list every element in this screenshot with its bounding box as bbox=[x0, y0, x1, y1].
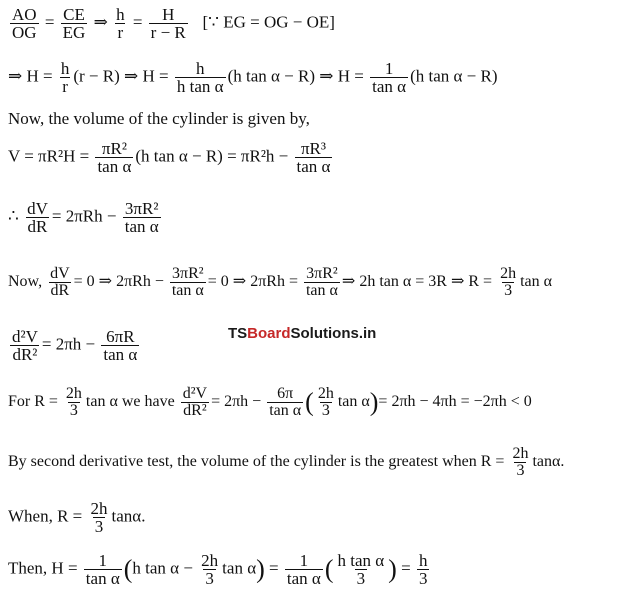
denominator: tan α bbox=[97, 157, 132, 176]
denominator: OG bbox=[12, 23, 37, 42]
denominator: tan α bbox=[269, 402, 302, 419]
expr-text: For R = bbox=[8, 393, 58, 411]
paren-close: ) bbox=[256, 554, 265, 584]
fraction bbox=[199, 552, 220, 587]
numerator: 2h bbox=[317, 385, 334, 402]
fraction bbox=[304, 266, 340, 299]
numerator: 2h bbox=[500, 265, 517, 282]
numerator: πR³ bbox=[300, 139, 326, 158]
therefore-symbol: ∴ bbox=[8, 206, 19, 226]
expr-text: tan α we have bbox=[85, 393, 175, 411]
denominator: dR bbox=[50, 282, 70, 299]
numerator: H bbox=[162, 5, 175, 24]
watermark-part: TS bbox=[228, 325, 248, 342]
denominator: dR² bbox=[183, 402, 207, 419]
paren-open: ( bbox=[305, 387, 314, 417]
denominator: dR bbox=[27, 217, 48, 236]
expr-text: V = πR²H = bbox=[8, 146, 90, 166]
fraction bbox=[123, 200, 161, 235]
equation-line-9 bbox=[8, 446, 564, 479]
equation-line-2 bbox=[8, 60, 498, 95]
expr-text: ⇒ H = bbox=[8, 66, 53, 86]
expr-text: (h tan α − R) ⇒ H = bbox=[227, 66, 364, 86]
denominator: tan α bbox=[286, 569, 321, 588]
expr-text: tan α bbox=[337, 393, 370, 411]
denominator: 3 bbox=[516, 462, 525, 479]
fraction bbox=[48, 266, 72, 299]
fraction bbox=[181, 386, 209, 419]
fraction bbox=[498, 266, 518, 299]
paren-open: ( bbox=[123, 554, 133, 584]
equation-line-10 bbox=[8, 500, 145, 535]
denominator: tan α bbox=[296, 157, 331, 176]
numerator: 2h bbox=[512, 445, 529, 462]
watermark-part: Board bbox=[247, 325, 291, 342]
fraction bbox=[10, 328, 40, 363]
equation-line-4 bbox=[8, 140, 334, 175]
denominator: tan α bbox=[103, 345, 138, 364]
fraction bbox=[64, 386, 84, 419]
expr-text: = 2πRh − bbox=[51, 206, 117, 226]
expr-text: = 2πh − 4πh = −2πh < 0 bbox=[378, 393, 532, 411]
expr-text: tan α bbox=[520, 273, 552, 291]
numerator: 1 bbox=[299, 551, 309, 570]
expr-text: Now, bbox=[8, 273, 43, 291]
paren-close: ) bbox=[369, 387, 379, 417]
numerator: 2h bbox=[201, 551, 219, 570]
equation-line-5 bbox=[8, 200, 163, 235]
paren-open: ( bbox=[324, 554, 334, 584]
numerator: CE bbox=[63, 5, 85, 24]
expr-text: h tan α − bbox=[132, 558, 193, 578]
fraction bbox=[335, 552, 386, 587]
denominator: dR² bbox=[12, 345, 38, 364]
denominator: tan α bbox=[305, 282, 338, 299]
denominator: tan α bbox=[85, 569, 120, 588]
expr-text: = bbox=[269, 558, 279, 578]
equation-line-1: $\frac{AO}{OG}$ = $\frac{CE}{EG}$ ⇒ $\frac{h}{r}$ = $\frac{H}{r - R}$ [∵ EG = OG − OE] bbox=[12, 5, 335, 42]
fraction bbox=[285, 552, 323, 587]
numerator: 3πR² bbox=[172, 265, 204, 282]
fraction-ce-eg bbox=[61, 6, 88, 41]
fraction-ao-og bbox=[10, 6, 39, 41]
fraction bbox=[316, 386, 336, 419]
denominator: 3 bbox=[94, 517, 104, 536]
expr-text: (h tan α − R) = πR²h − bbox=[135, 146, 289, 166]
denominator: tan α bbox=[372, 77, 407, 96]
numerator: 2h bbox=[65, 385, 82, 402]
fraction bbox=[295, 140, 333, 175]
numerator: 6πR bbox=[106, 327, 135, 346]
numerator: 3πR² bbox=[124, 199, 159, 218]
fraction bbox=[175, 60, 226, 95]
numerator: 1 bbox=[98, 551, 108, 570]
numerator: d²V bbox=[182, 385, 208, 402]
numerator: dV bbox=[27, 199, 48, 218]
expr-text: tanα. bbox=[532, 453, 565, 471]
numerator: 3πR² bbox=[306, 265, 338, 282]
expr-text: = 0 ⇒ 2πRh − bbox=[73, 273, 164, 291]
fraction bbox=[267, 386, 303, 419]
denominator: 3 bbox=[321, 402, 330, 419]
numerator: 6π bbox=[277, 385, 294, 402]
fraction bbox=[101, 328, 139, 363]
watermark-logo bbox=[228, 325, 376, 342]
fraction bbox=[370, 60, 408, 95]
denominator: 3 bbox=[205, 569, 214, 588]
numerator: h bbox=[418, 551, 428, 570]
because-note: [∵ EG = OG − OE] bbox=[202, 12, 335, 32]
numerator: 1 bbox=[384, 59, 394, 78]
numerator: h bbox=[60, 59, 70, 78]
fraction bbox=[170, 266, 206, 299]
expr-text: = 2πh − bbox=[41, 334, 96, 354]
denominator: r bbox=[62, 77, 68, 96]
expr-text: = 2πh − bbox=[211, 393, 262, 411]
numerator: AO bbox=[12, 5, 37, 24]
equation-line-6 bbox=[8, 266, 552, 299]
denominator: 3 bbox=[418, 569, 428, 588]
fraction bbox=[417, 552, 430, 587]
fraction bbox=[95, 140, 133, 175]
numerator: πR² bbox=[101, 139, 127, 158]
denominator: EG bbox=[62, 23, 86, 42]
fraction bbox=[59, 60, 72, 95]
expr-text: (r − R) ⇒ H = bbox=[73, 66, 169, 86]
fraction-h-r bbox=[114, 6, 127, 41]
fraction bbox=[84, 552, 122, 587]
denominator: 3 bbox=[504, 282, 513, 299]
expr-text: tan α bbox=[222, 558, 257, 578]
expr-text: Then, H = bbox=[8, 558, 78, 578]
fraction-H-rR bbox=[149, 6, 188, 41]
expr-text: = 0 ⇒ 2πRh = bbox=[207, 273, 298, 291]
numerator: 2h bbox=[90, 499, 108, 518]
numerator: d²V bbox=[12, 327, 38, 346]
numerator: h bbox=[195, 59, 205, 78]
text-line-3: Now, the volume of the cylinder is given by, bbox=[8, 109, 310, 128]
expr-text: When, R = bbox=[8, 506, 83, 526]
denominator: 3 bbox=[356, 569, 366, 588]
equation-line-7 bbox=[8, 328, 141, 363]
fraction bbox=[25, 200, 50, 235]
numerator: h tan α bbox=[337, 551, 385, 570]
paren-close: ) bbox=[388, 554, 397, 584]
numerator: h bbox=[116, 5, 125, 24]
expr-text: (h tan α − R) bbox=[410, 66, 498, 86]
expr-text: = bbox=[401, 558, 411, 578]
equation-line-11 bbox=[8, 552, 431, 587]
denominator: r − R bbox=[150, 23, 186, 42]
denominator: tan α bbox=[171, 282, 204, 299]
expr-text: ⇒ 2h tan α = 3R ⇒ R = bbox=[341, 273, 493, 291]
denominator: r bbox=[117, 23, 124, 42]
fraction bbox=[510, 446, 530, 479]
watermark-part: Solutions.in bbox=[290, 325, 377, 342]
denominator: tan α bbox=[124, 217, 159, 236]
fraction bbox=[89, 500, 110, 535]
denominator: h tan α bbox=[176, 77, 224, 96]
expr-text: tanα. bbox=[111, 506, 146, 526]
numerator: dV bbox=[50, 265, 70, 282]
denominator: 3 bbox=[69, 402, 78, 419]
equation-line-8 bbox=[8, 386, 532, 419]
expr-text: By second derivative test, the volume of the cylinder is the greatest when R = bbox=[8, 453, 505, 471]
